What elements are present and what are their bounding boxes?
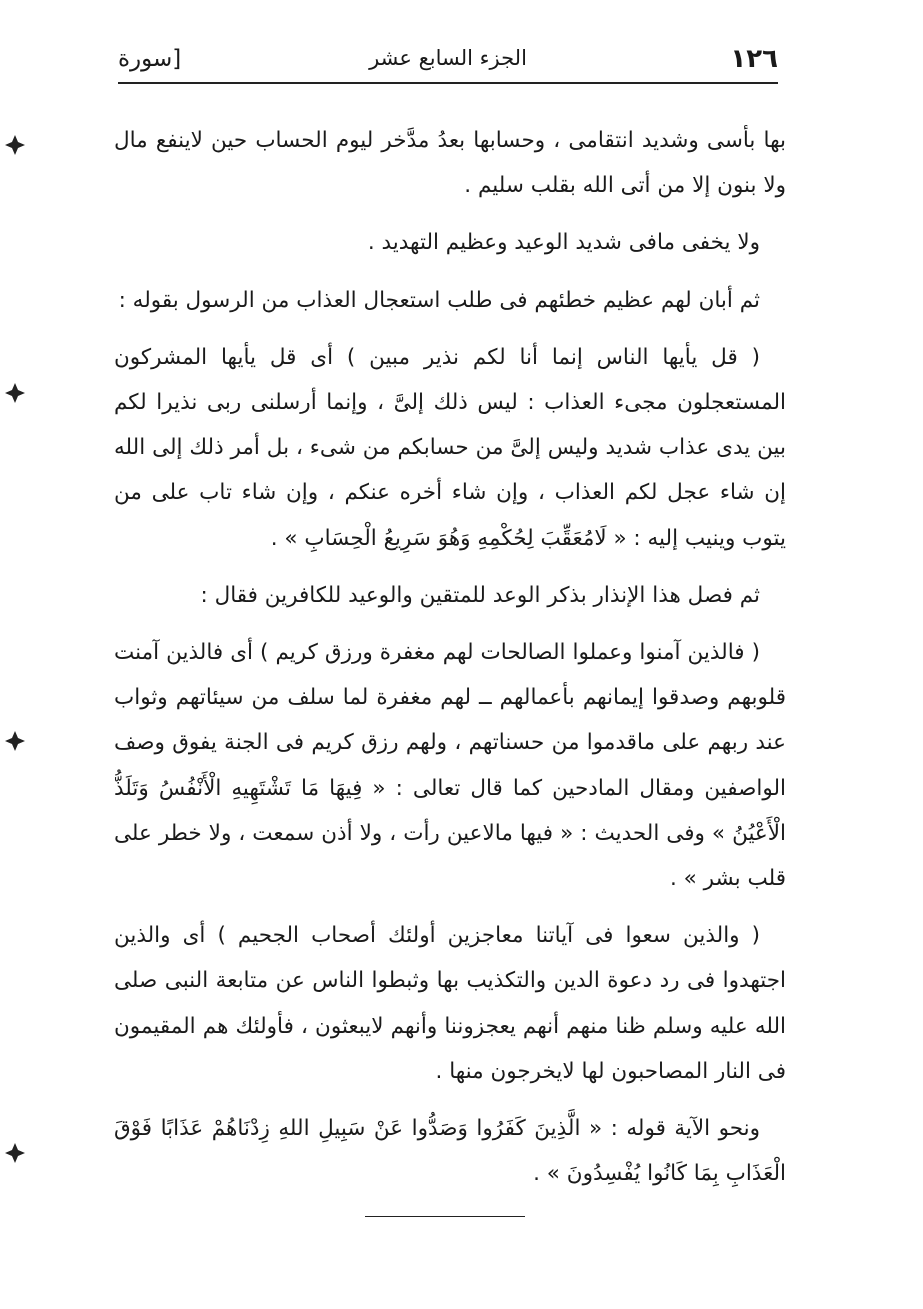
binding-hole-mark-icon <box>4 1142 26 1164</box>
header-rule <box>118 82 778 84</box>
paragraph-1: بها بأسى وشديد انتقامى ، وحسابها بعدُ مدَّخر ليوم الحساب حين لاينفع مال ولا بنون إلا من أتى الله بقلب سليم . <box>114 128 786 199</box>
binding-hole-mark-icon <box>4 134 26 156</box>
paragraph-5: ثم فصل هذا الإنذار بذكر الوعد للمتقين والوعيد للكافرين فقال : <box>200 582 760 608</box>
paragraph-4: ( قل يأيها الناس إنما أنا لكم نذير مبين ) أى قل يأيها المشركون المستعجلون مجىء العذاب : ليس ذلك إلىَّ ، وإنما أرسلنى ربى نذيرا لكم بين يدى عذاب شديد وليس إلىَّ من حسابكم من شىء ، بل أمر ذلك إلى الله إن شاء عجل لكم العذاب ، وإن شاء أخره عنكم ، وإن شاء تاب على من يتوب وينيب إليه : « لَامُعَقِّبَ لِحُكْمِهِ وَهُوَ سَرِيعُ الْحِسَابِ » . <box>114 344 786 551</box>
body-text <box>114 118 786 1208</box>
page-number: ١٢٦ <box>730 44 778 74</box>
end-rule <box>365 1216 525 1217</box>
surah-label: [سورة <box>118 46 182 72</box>
paragraph-6: ( فالذين آمنوا وعملوا الصالحات لهم مغفرة ورزق كريم ) أى فالذين آمنت قلوبهم وصدقوا إيمانهم بأعمالهم ــ لهم مغفرة لما سلف من سيئاتهم وثواب عند ربهم على ماقدموا من حسناتهم ، ولهم رزق كريم فى الجنة يفوق وصف الواصفين ومقال المادحين كما قال تعالى : « فِيهَا مَا تَشْتَهِيهِ الْأَنْفُسُ وَتَلَذُّ الْأَعْيُنُ » وفى الحديث : « فيها مالاعين رأت ، ولا أذن سمعت ، ولا خطر على قلب بشر » . <box>114 640 786 892</box>
page-header <box>118 40 778 84</box>
paragraph-3: ثم أبان لهم عظيم خطئهم فى طلب استعجال العذاب من الرسول بقوله : <box>118 287 760 313</box>
paragraph-7: ( والذين سعوا فى آياتنا معاجزين أولئك أصحاب الجحيم ) أى والذين اجتهدوا فى رد دعوة الدين والتكذيب بها وثبطوا الناس عن متابعة النبى صلى الله عليه وسلم ظنا منهم أنهم يعجزوننا وأنهم لايبعثون ، فأولئك هم المقيمون فى النار المصاحبون لها لايخرجون منها . <box>114 923 786 1084</box>
running-title: الجزء السابع عشر <box>369 46 527 70</box>
binding-hole-mark-icon <box>4 730 26 752</box>
binding-hole-mark-icon <box>4 382 26 404</box>
paragraph-8: ونحو الآية قوله : « الَّذِينَ كَفَرُوا وَصَدُّوا عَنْ سَبِيلِ اللهِ زِدْنَاهُمْ عَذَابًا فَوْقَ الْعَذَابِ بِمَا كَانُوا يُفْسِدُونَ » . <box>114 1116 786 1187</box>
paragraph-2: ولا يخفى مافى شديد الوعيد وعظيم التهديد . <box>367 230 760 256</box>
